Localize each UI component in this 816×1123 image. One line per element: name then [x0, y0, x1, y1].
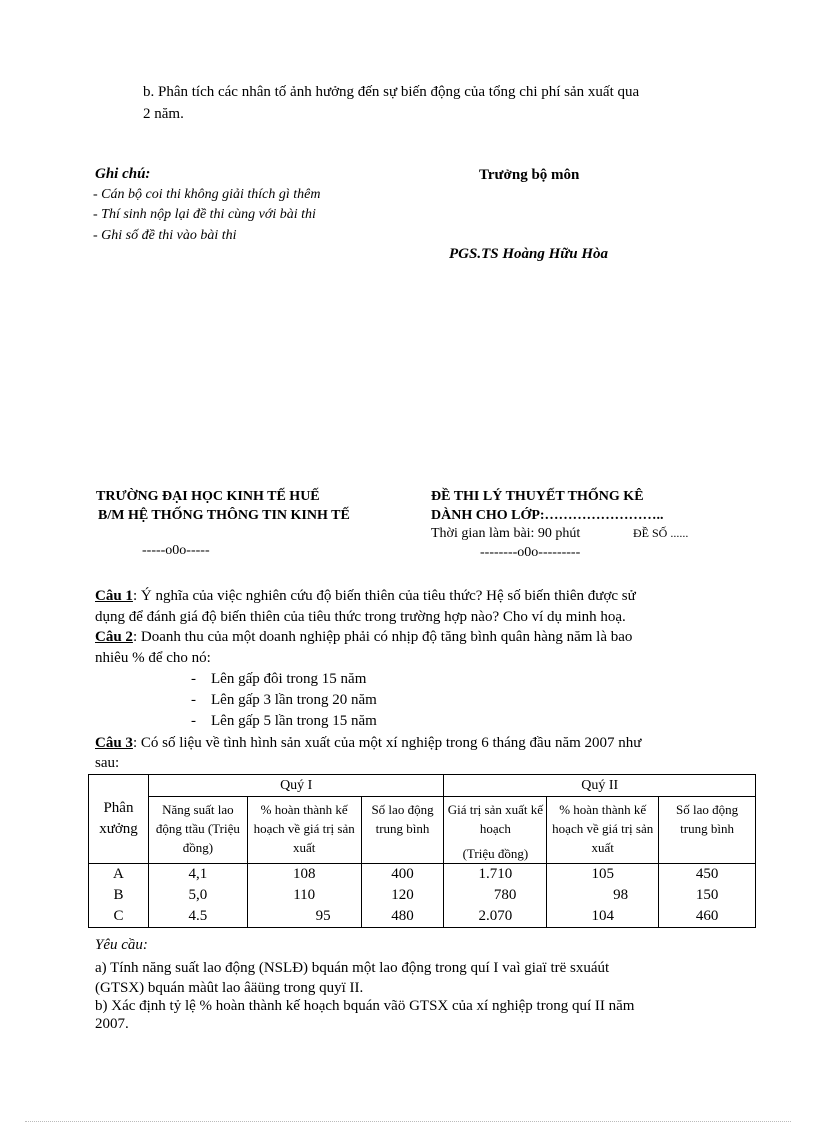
- table-row: [89, 906, 756, 928]
- note-title: Ghi chú:: [95, 166, 151, 182]
- cell-labor-q1: 480: [361, 906, 444, 928]
- question-1-line2: dụng để đánh giá độ biến thiên của tiêu thức trong trường hợp nào? Cho ví dụ minh hoạ.: [95, 609, 626, 625]
- cell-labor-q2: 450: [659, 864, 756, 886]
- cell-workshop: B: [89, 885, 149, 906]
- note-item: - Cán bộ coi thi không giải thích gì thêm: [93, 187, 321, 202]
- header-planned-output: Giá trị sản xuất kế hoạch (Triệu đồng): [444, 797, 547, 864]
- cell-plan-q1: 108: [247, 864, 361, 886]
- question-2-item: - Lên gấp 5 lần trong 15 năm: [191, 713, 377, 729]
- header-plan-completion-q1: % hoàn thành kế hoạch về giá trị sản xuất: [247, 797, 361, 864]
- prev-question-line2: 2 năm.: [143, 106, 184, 122]
- exam-number: ĐỀ SỐ ......: [633, 526, 689, 540]
- cell-labor-q2: 460: [659, 906, 756, 928]
- cell-planned-output: 2.070: [444, 906, 547, 928]
- cell-productivity: 4,1: [148, 864, 247, 886]
- question-3-label: Câu 3: [95, 735, 133, 751]
- cell-labor-q1: 400: [361, 864, 444, 886]
- page-bottom-divider: [25, 1121, 791, 1122]
- table-row: [89, 885, 756, 906]
- question-2-line1: Câu 2: Doanh thu của một doanh nghiệp phải có nhịp độ tăng bình quân hàng năm là bao: [95, 629, 633, 645]
- cell-plan-q2: 104: [547, 906, 659, 928]
- question-1-label: Câu 1: [95, 588, 133, 604]
- question-3-line2: sau:: [95, 755, 120, 771]
- header-quarter-2: Quý II: [444, 775, 756, 797]
- requirement-b-line1: b) Xác định tỷ lệ % hoàn thành kế hoạch bquán vãö GTSX của xí nghiệp trong quí II năm: [95, 998, 635, 1014]
- signature-name: PGS.TS Hoàng Hữu Hòa: [449, 246, 609, 262]
- note-item: - Thí sinh nộp lại đề thi cùng với bài thi: [93, 207, 316, 222]
- requirement-b-line2: 2007.: [95, 1016, 129, 1032]
- cell-planned-output: 780: [444, 885, 547, 906]
- header-labor-q2: Số lao động trung bình: [659, 797, 756, 864]
- cell-labor-q2: 150: [659, 885, 756, 906]
- cell-plan-q2: 105: [547, 864, 659, 886]
- table-row: [89, 864, 756, 886]
- question-2-item: - Lên gấp đôi trong 15 năm: [191, 671, 367, 687]
- production-table: [88, 774, 756, 928]
- header-labor-q1: Số lao động trung bình: [361, 797, 444, 864]
- note-item: - Ghi số đề thi vào bài thi: [93, 228, 237, 243]
- left-separator: -----o0o-----: [142, 543, 210, 558]
- class-line: DÀNH CHO LỚP:……………………..: [431, 508, 664, 523]
- school-name: TRƯỜNG ĐẠI HỌC KINH TẾ HUẾ: [96, 489, 320, 504]
- department-name: B/M HỆ THỐNG THÔNG TIN KINH TẾ: [98, 508, 350, 523]
- cell-plan-q1: 110: [247, 885, 361, 906]
- requirement-a-line1: a) Tính năng suất lao động (NSLĐ) bquán một lao động trong quí I vaì giaï trë sxuáút: [95, 960, 610, 976]
- question-2-line2: nhiêu % để cho nó:: [95, 650, 211, 666]
- question-2-label: Câu 2: [95, 629, 133, 645]
- prev-question-line1: b. Phân tích các nhân tố ảnh hưởng đến sự biến động của tổng chi phí sản xuất qua: [143, 84, 640, 100]
- exam-time: Thời gian làm bài: 90 phút: [431, 526, 581, 541]
- requirement-a-line2: (GTSX) bquán màût lao âäüng trong quyï II.: [95, 980, 364, 996]
- exam-title: ĐỀ THI LÝ THUYẾT THỐNG KÊ: [431, 489, 644, 504]
- header-plan-completion-q2: % hoàn thành kế hoạch về giá trị sản xuất: [547, 797, 659, 864]
- cell-plan-q1: 95: [247, 906, 361, 928]
- cell-productivity: 5,0: [148, 885, 247, 906]
- question-3-line1: Câu 3: Có số liệu về tình hình sản xuất của một xí nghiệp trong 6 tháng đầu năm 2007 như: [95, 735, 642, 751]
- cell-labor-q1: 120: [361, 885, 444, 906]
- cell-planned-output: 1.710: [444, 864, 547, 886]
- question-1-line1: Câu 1: Ý nghĩa của việc nghiên cứu độ biến thiên của tiêu thức? Hệ số biến thiên được sử: [95, 588, 636, 604]
- cell-plan-q2: 98: [547, 885, 659, 906]
- cell-workshop: A: [89, 864, 149, 886]
- question-2-item: - Lên gấp 3 lần trong 20 năm: [191, 692, 377, 708]
- header-quarter-1: Quý I: [148, 775, 444, 797]
- header-workshop: Phân xưởng: [89, 775, 149, 864]
- right-separator: --------o0o---------: [480, 545, 581, 560]
- header-productivity: Năng suất lao động ttầu (Triệu đồng): [148, 797, 247, 864]
- cell-productivity: 4.5: [148, 906, 247, 928]
- cell-workshop: C: [89, 906, 149, 928]
- signature-role: Trưởng bộ môn: [479, 167, 580, 183]
- requirements-title: Yêu cầu:: [95, 937, 148, 953]
